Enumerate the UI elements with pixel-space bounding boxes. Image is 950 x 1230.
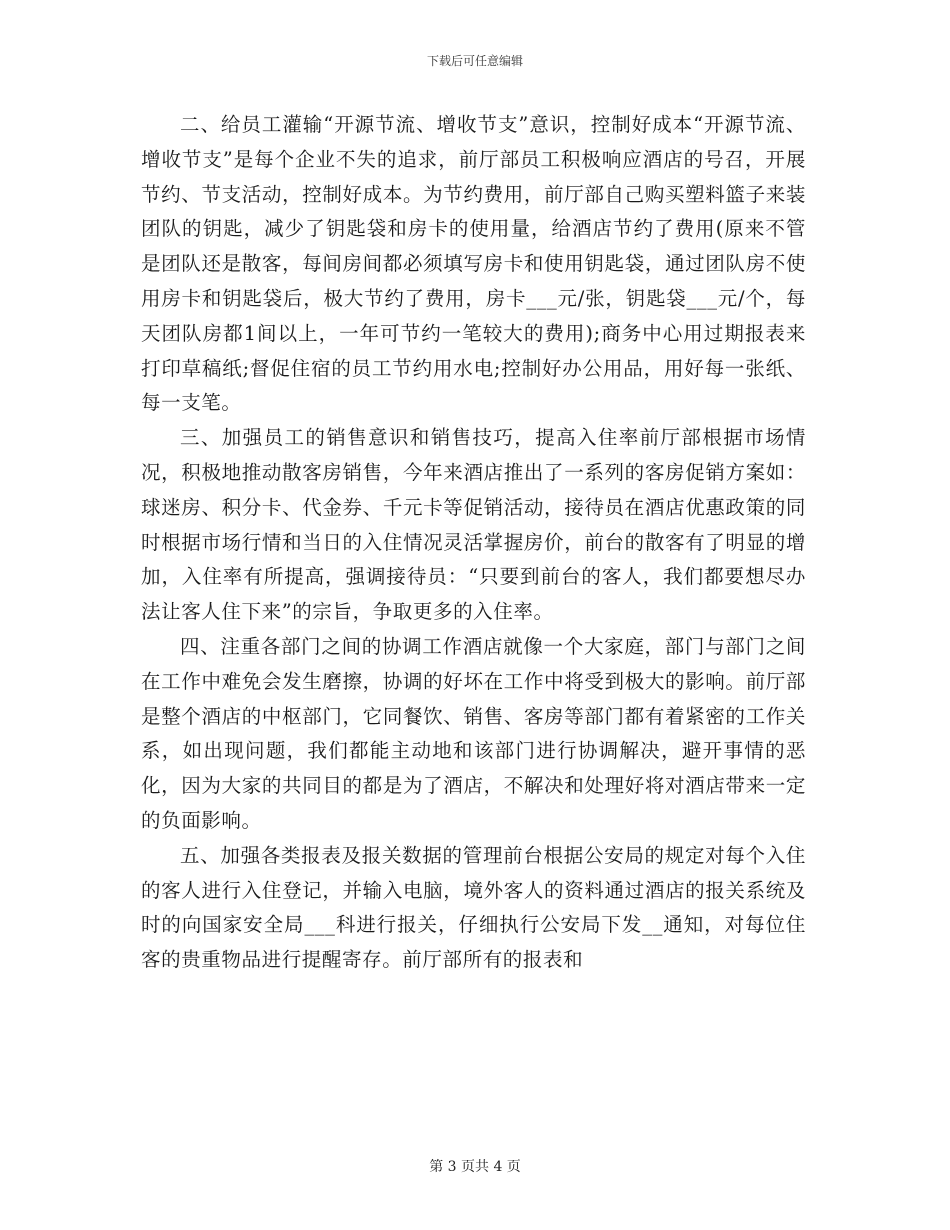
page-header: 下载后可任意编辑 xyxy=(426,54,523,68)
paragraph-cost-control: 二、给员工灌输“开源节流、增收节支”意识，控制好成本“开源节流、增收节支”是每个企业不失的追求，前厅部员工积极响应酒店的号召，开展节约、节支活动，控制好成本。为节约费用，前厅部自己购买塑料篮子来装团队的钥匙，减少了钥匙袋和房卡的使用量，给酒店节约了费用(原来不管是团队还是散客，每间房间都必须填写房卡和使用钥匙袋，通过团队房不使用房卡和钥匙袋后，极大节约了费用，房卡___元/张，钥匙袋___元/个，每天团队房都1间以上，一年可节约一笔较大的费用);商务中心用过期报表来打印草稿纸;督促住宿的员工节约用水电;控制好办公用品，用好每一张纸、每一支笔。 xyxy=(141,113,806,415)
document-body xyxy=(141,108,806,978)
page-number: 第 3 页共 4 页 xyxy=(429,1159,521,1175)
paragraph-reports: 五、加强各类报表及报关数据的管理前台根据公安局的规定对每个入住的客人进行入住登记，并输入电脑，境外客人的资料通过酒店的报关系统及时的向国家安全局___科进行报关，仔细执行公安局下发__通知，对每位住客的贵重物品进行提醒寄存。前厅部所有的报表和 xyxy=(141,843,806,972)
paragraph-sales-skills: 三、加强员工的销售意识和销售技巧，提高入住率前厅部根据市场情况，积极地推动散客房销售，今年来酒店推出了一系列的客房促销方案如：球迷房、积分卡、代金券、千元卡等促销活动，接待员在酒店优惠政策的同时根据市场行情和当日的入住情况灵活掌握房价，前台的散客有了明显的增加，入住率有所提高，强调接待员：“只要到前台的客人，我们都要想尽办法让客人住下来”的宗旨，争取更多的入住率。 xyxy=(141,426,806,624)
paragraph-coordination: 四、注重各部门之间的协调工作酒店就像一个大家庭，部门与部门之间在工作中难免会发生磨擦，协调的好坏在工作中将受到极大的影响。前厅部是整个酒店的中枢部门，它同餐饮、销售、客房等部门都有着紧密的工作关系，如出现问题，我们都能主动地和该部门进行协调解决，避开事情的恶化，因为大家的共同目的都是为了酒店，不解决和处理好将对酒店带来一定的负面影响。 xyxy=(141,634,806,832)
